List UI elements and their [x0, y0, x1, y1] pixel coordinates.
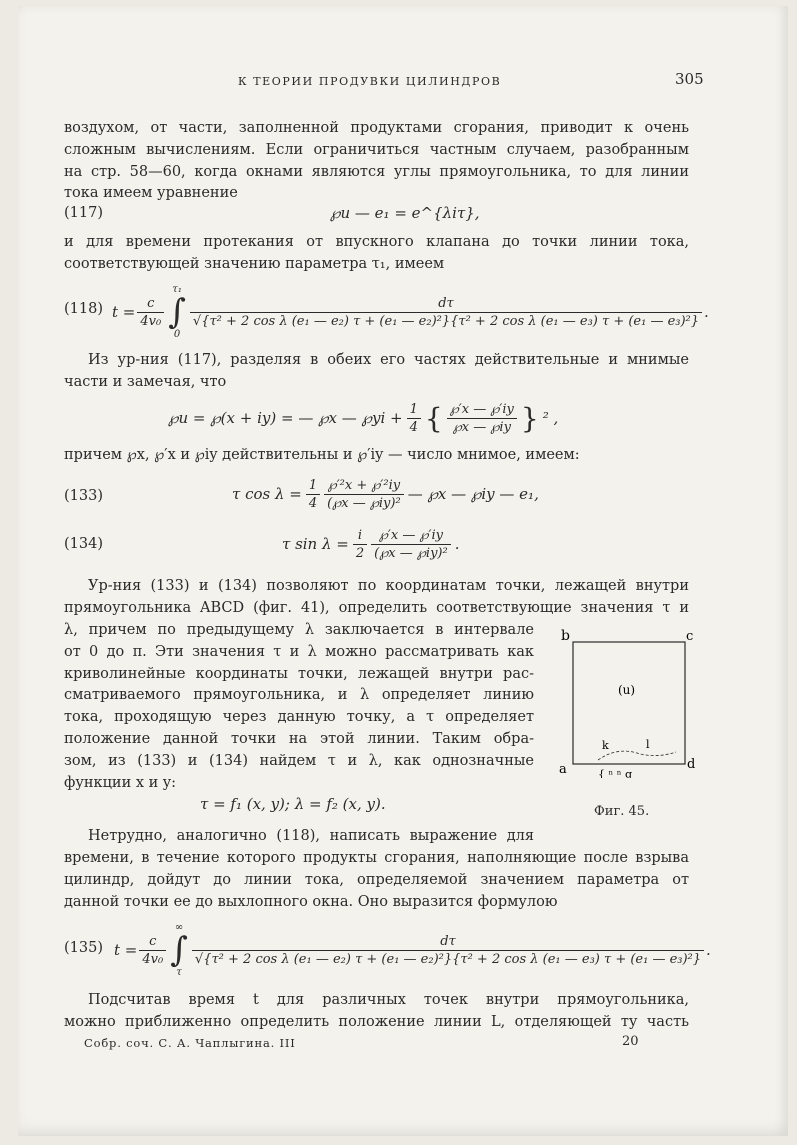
fig-label-a: a	[559, 762, 567, 777]
eq-coefficient	[407, 402, 421, 435]
integral-sign	[168, 284, 186, 340]
page-number: 305	[675, 70, 704, 88]
fraction-numerator: ℘′x — ℘′iy	[371, 528, 451, 545]
eq135-tail: .	[706, 941, 711, 959]
text-line: части и замечая, что	[64, 373, 227, 390]
equation-label-118: (118)	[64, 301, 103, 317]
text-line: функции x и y:	[64, 774, 177, 791]
eq118-coefficient	[137, 296, 164, 329]
text-line: воздухом, от части, заполненной продуктами сгорания, приводит к очень	[64, 120, 689, 136]
equation-tau-lambda: τ = f₁ (x, y); λ = f₂ (x, y).	[200, 795, 386, 813]
eq118-lhs: t =	[112, 303, 136, 321]
fig-label-center: (u)	[618, 683, 636, 697]
paragraph-2	[64, 232, 689, 276]
figure-45	[558, 628, 698, 778]
fraction-numerator: ℘′x — ℘′iy	[447, 402, 517, 419]
text-line: можно приближенно определить положение линии L, отделяющей ту часть	[64, 1013, 689, 1030]
fraction-numerator: dτ	[190, 296, 702, 313]
eq133-fraction	[324, 478, 404, 511]
fig-label-l: l	[646, 738, 650, 751]
equation-label-135: (135)	[64, 940, 103, 956]
eq135-coefficient	[139, 934, 166, 967]
text-line: Нетрудно, аналогично (118), написать выражение для	[88, 828, 534, 844]
paragraph-3	[64, 350, 689, 394]
coef-numerator: 1	[306, 478, 320, 495]
integral-lower-limit: 0	[173, 329, 181, 340]
eq133-lhs: τ cos λ =	[232, 485, 302, 503]
eq134-coefficient	[353, 528, 367, 561]
equation-label-134: (134)	[64, 536, 103, 552]
equation-134	[282, 520, 460, 568]
coef-numerator: c	[139, 934, 166, 951]
text-line: тока, проходящую через данную точку, а τ определяет	[64, 709, 534, 726]
equation-133	[232, 470, 539, 518]
coef-denominator: 4	[409, 419, 418, 435]
equation-label-133: (133)	[64, 488, 103, 504]
paragraph-6-continued	[64, 848, 689, 913]
eq118-tail: .	[704, 303, 709, 321]
coef-numerator: i	[353, 528, 367, 545]
fraction-denominator: (℘x — ℘iy)²	[374, 545, 448, 561]
integral-upper-limit: τ₁	[172, 284, 182, 295]
eq118-fraction	[190, 296, 702, 329]
text-line: на стр. 58—60, когда окнами являются углы прямоугольника, то для линии	[64, 163, 689, 180]
text-line: от 0 до π. Эти значения τ и λ можно рассматривать как	[64, 643, 534, 660]
eq133-coefficient	[306, 478, 320, 511]
text-line: положение данной точки на этой линии. Таким обра-	[64, 730, 534, 747]
fraction-denominator: √{τ² + 2 cos λ (e₁ — e₂) τ + (e₁ — e₂)²}{τ² + 2 cos λ (e₁ — e₃) τ + (e₁ — e₃)²}	[192, 313, 700, 329]
text-line: цилиндр, дойдут до линии тока, определяемой значением параметра от	[64, 871, 689, 888]
equation-135	[114, 920, 711, 980]
fraction-numerator: ℘′²x + ℘′²iy	[324, 478, 404, 495]
eq133-tail: — ℘x — ℘iy — e₁,	[407, 485, 539, 503]
paragraph-4	[64, 445, 689, 467]
text-line: Ур-ния (133) и (134) позволяют по координатам точки, лежащей внутри	[88, 578, 689, 594]
eq-tail: ² ,	[542, 409, 559, 427]
footer-signature-number: 20	[622, 1034, 639, 1049]
fig-label-k: k	[602, 739, 609, 752]
coef-denominator: 2	[355, 545, 365, 561]
footer-source: Собр. соч. С. А. Чаплыгина. III	[84, 1036, 296, 1050]
fraction-numerator: dτ	[192, 934, 704, 951]
text-line: соответствующей значению параметра τ₁, имеем	[64, 255, 445, 272]
text-line: тока имеем уравнение	[64, 185, 238, 202]
rectangle-outline	[573, 642, 685, 764]
text-line: сматриваемого прямоугольника, и λ определяет линию	[64, 687, 534, 704]
integral-sign	[170, 922, 188, 978]
text-line: причем ℘x, ℘′x и ℘iy действительны и ℘′iy — число мнимое, имеем:	[64, 447, 580, 463]
integral-upper-limit: ∞	[174, 922, 184, 933]
eq-fraction	[447, 402, 517, 435]
eq135-fraction	[192, 934, 704, 967]
running-title: К ТЕОРИИ ПРОДУВКИ ЦИЛИНДРОВ	[238, 75, 502, 88]
eq134-tail: .	[454, 535, 460, 553]
fraction-denominator: (℘x — ℘iy)²	[327, 495, 401, 511]
text-line: данной точки ее до выхлопного окна. Оно выразится формулою	[64, 893, 558, 910]
text-line: Подсчитав время t для различных точек внутри прямоугольника,	[88, 992, 689, 1008]
fraction-denominator: ℘x — ℘iy	[452, 419, 511, 435]
coef-denominator: 4v₀	[142, 951, 164, 967]
fig-label-bottom: { ⁿ ⁿ ǥ	[598, 768, 633, 778]
text-line: Из ур-ния (117), разделяя в обеих его частях действительные и мнимые	[88, 352, 689, 368]
equation-117: ℘u — e₁ = e^{λiτ},	[330, 204, 480, 222]
eq134-fraction	[371, 528, 451, 561]
equation-label-117: (117)	[64, 205, 103, 221]
coef-denominator: 4	[308, 495, 318, 511]
eq-lhs: ℘u = ℘(x + iy) = — ℘x — ℘yi +	[168, 409, 403, 427]
paragraph-5	[64, 576, 689, 620]
fraction-denominator: √{τ² + 2 cos λ (e₁ — e₂) τ + (e₁ — e₂)²}{τ² + 2 cos λ (e₁ — e₃) τ + (e₁ — e₃)²}	[194, 951, 702, 967]
equation-118	[112, 282, 709, 342]
fig-label-b: b	[561, 628, 570, 644]
coef-denominator: 4v₀	[140, 313, 162, 329]
streamline-curve	[598, 751, 676, 760]
coef-numerator: c	[137, 296, 164, 313]
eq135-lhs: t =	[114, 941, 138, 959]
text-line: сложным вычислениям. Если ограничиться частным случаем, разобранным	[64, 141, 689, 158]
text-line: зом, из (133) и (134) найдем τ и λ, как однозначные	[64, 752, 534, 769]
figure-caption: Фиг. 45.	[594, 804, 650, 819]
equation-wp-decomposition	[168, 394, 558, 442]
fig-label-d: d	[687, 757, 696, 772]
paragraph-7	[64, 990, 689, 1034]
integral-icon: ∫	[170, 930, 188, 970]
text-line: λ, причем по предыдущему λ заключается в интервале	[64, 622, 534, 638]
fig-label-c: c	[686, 629, 694, 644]
text-line: прямоугольника ABCD (фиг. 41), определить соответствующие значения τ и	[64, 599, 689, 616]
paragraph-1	[64, 118, 689, 205]
text-line: криволинейные координаты точки, лежащей внутри рас-	[64, 665, 534, 682]
figure-45-drawing	[558, 628, 698, 778]
integral-icon: ∫	[168, 292, 186, 332]
left-brace-icon: {	[424, 401, 443, 435]
integral-lower-limit: τ	[176, 967, 182, 978]
right-brace-icon: }	[520, 401, 539, 435]
coef-numerator: 1	[407, 402, 421, 419]
eq134-lhs: τ sin λ =	[282, 535, 349, 553]
text-line: и для времени протекания от впускного клапана до точки линии тока,	[64, 234, 689, 250]
paragraph-5-wrapped	[64, 620, 534, 794]
paragraph-6	[64, 826, 534, 848]
text-line: времени, в течение которого продукты сгорания, наполняющие после взрыва	[64, 850, 689, 866]
